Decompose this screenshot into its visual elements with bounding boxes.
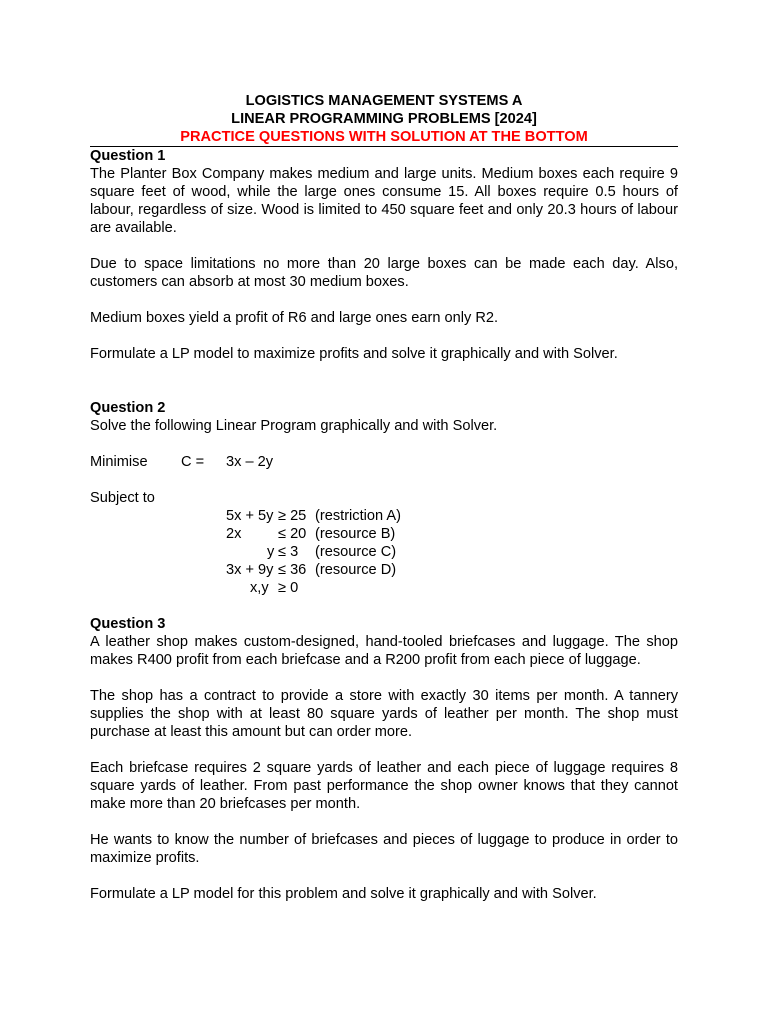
objective-variable: C = bbox=[181, 454, 205, 470]
constraint-a-row bbox=[90, 507, 678, 525]
nonnegativity-lhs: x,y bbox=[250, 580, 269, 596]
constraint-d-note: (resource D) bbox=[315, 562, 397, 578]
constraint-a-note: (restriction A) bbox=[315, 508, 401, 524]
question-3-paragraph-3: Each briefcase requires 2 square yards of leather and each piece of luggage requires 8 square yards of leather. From past performance the shop owner knows that they cannot make more than 20 briefcases per month. bbox=[90, 760, 678, 812]
constraint-a-lhs: 5x + 5y bbox=[226, 508, 274, 524]
constraint-b-lhs: 2x bbox=[226, 526, 242, 542]
question-1 bbox=[90, 147, 678, 363]
document-header bbox=[90, 92, 678, 146]
constraint-b-bound: ≤ 20 bbox=[278, 526, 307, 542]
objective-row bbox=[90, 453, 678, 471]
subject-to-label: Subject to bbox=[90, 490, 155, 506]
constraint-d-lhs: 3x + 9y bbox=[226, 562, 274, 578]
objective-label: Minimise bbox=[90, 454, 148, 470]
header-topic-title: LINEAR PROGRAMMING PROBLEMS [2024] bbox=[231, 111, 537, 127]
question-1-paragraph-1: The Planter Box Company makes medium and large units. Medium boxes each require 9 square feet of wood, while the large ones consume 15. All boxes require 0.5 hours of labour, regardless of size. Wood is limited to 450 square feet and only 20.3 hours of labour are available. bbox=[90, 166, 678, 236]
constraint-d-row bbox=[90, 561, 678, 579]
question-2-intro: Solve the following Linear Program graphically and with Solver. bbox=[90, 418, 498, 434]
question-3 bbox=[90, 615, 678, 903]
question-1-paragraph-4: Formulate a LP model to maximize profits and solve it graphically and with Solver. bbox=[90, 346, 618, 362]
constraint-d-bound: ≤ 36 bbox=[278, 562, 307, 578]
question-1-title: Question 1 bbox=[90, 148, 166, 164]
question-3-paragraph-4: He wants to know the number of briefcases and pieces of luggage to produce in order to maximize profits. bbox=[90, 832, 678, 866]
nonnegativity-row bbox=[90, 579, 678, 597]
constraint-c-lhs: y bbox=[267, 544, 275, 560]
question-3-paragraph-2: The shop has a contract to provide a store with exactly 30 items per month. A tannery supplies the shop with at least 80 square yards of leather per month. The shop must purchase at least this amount but can order more. bbox=[90, 688, 678, 740]
constraint-c-row bbox=[90, 543, 678, 561]
header-course-title: LOGISTICS MANAGEMENT SYSTEMS A bbox=[245, 93, 523, 109]
question-3-paragraph-5: Formulate a LP model for this problem and solve it graphically and with Solver. bbox=[90, 886, 597, 902]
objective-expression: 3x – 2y bbox=[226, 454, 274, 470]
constraint-b-note: (resource B) bbox=[315, 526, 396, 542]
subject-to-row bbox=[90, 489, 678, 507]
header-practice-note: PRACTICE QUESTIONS WITH SOLUTION AT THE BOTTOM bbox=[180, 129, 588, 145]
constraint-c-bound: ≤ 3 bbox=[278, 544, 299, 560]
question-1-paragraph-2: Due to space limitations no more than 20 large boxes can be made each day. Also, customers can absorb at most 30 medium boxes. bbox=[90, 256, 678, 290]
question-2 bbox=[90, 399, 678, 597]
question-1-paragraph-3: Medium boxes yield a profit of R6 and large ones earn only R2. bbox=[90, 310, 499, 326]
question-2-title: Question 2 bbox=[90, 400, 166, 416]
question-3-title: Question 3 bbox=[90, 616, 166, 632]
constraint-b-row bbox=[90, 525, 678, 543]
constraint-a-bound: ≥ 25 bbox=[278, 508, 307, 524]
document-page bbox=[90, 92, 678, 903]
nonnegativity-bound: ≥ 0 bbox=[278, 580, 299, 596]
question-3-paragraph-1: A leather shop makes custom-designed, hand-tooled briefcases and luggage. The shop makes R400 profit from each briefcase and a R200 profit from each piece of luggage. bbox=[90, 634, 678, 668]
constraint-c-note: (resource C) bbox=[315, 544, 397, 560]
